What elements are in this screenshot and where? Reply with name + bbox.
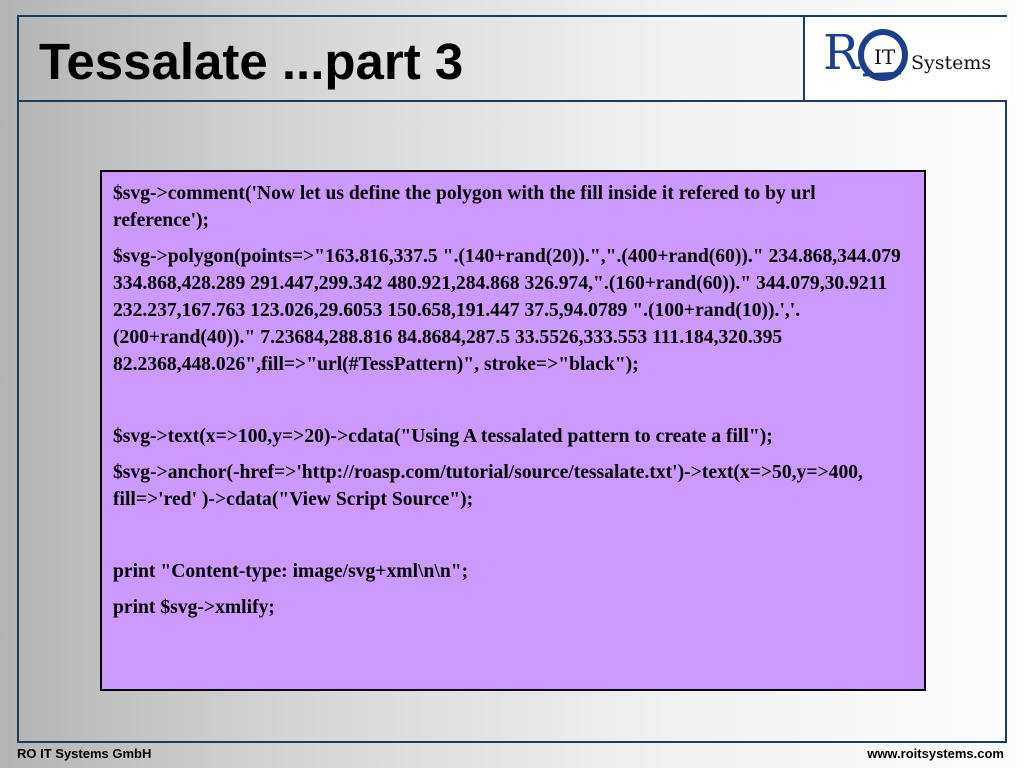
svg-text:R: R (823, 25, 860, 81)
code-line: $svg->polygon(points=>"163.816,337.5 ".(140+rand(20)).",".(400+rand(60))." 234.868,344.079 334.868,428.289 291.447,299.342 480.921,284.868 326.974,".(160+rand(60))." 344.079,30.9211 232.237,167.763 123.026,29.6053 150.658,191.447 37.5,94.0789 ".(100+rand(10)).','.(200+rand(40))." 7.23684,288.816 84.8684,287.5 33.5526,333.553 111.184,320.395 82.2368,448.026",fill=>"url(#TessPattern)", stroke=>"black"); (113, 246, 901, 375)
code-line: $svg->anchor(-href=>'http://roasp.com/tutorial/source/tessalate.txt')->text(x=>50,y=>400, fill=>'red' )->cdata("View Script Source"); (113, 462, 863, 510)
slide-header (17, 15, 1007, 102)
code-listing (100, 170, 926, 691)
code-line: print "Content-type: image/svg+xml\n\n"; (113, 561, 469, 582)
footer-website: www.roitsystems.com (867, 746, 1004, 761)
slide-title: Tessalate ...part 3 (39, 33, 464, 90)
code-blank-line (113, 522, 914, 549)
svg-text:IT: IT (874, 45, 896, 69)
svg-text:Systems: Systems (911, 52, 992, 74)
code-line: print $svg->xmlify; (113, 597, 275, 618)
ro-it-systems-logo-icon (805, 17, 1009, 100)
company-logo (803, 17, 1009, 100)
code-line: $svg->comment('Now let us define the polygon with the fill inside it refered to by url reference'); (113, 183, 816, 231)
code-blank-line (113, 387, 914, 414)
footer-company: RO IT Systems GmbH (17, 746, 152, 761)
code-line: $svg->text(x=>100,y=>20)->cdata("Using A tessalated pattern to create a fill"); (113, 426, 773, 447)
